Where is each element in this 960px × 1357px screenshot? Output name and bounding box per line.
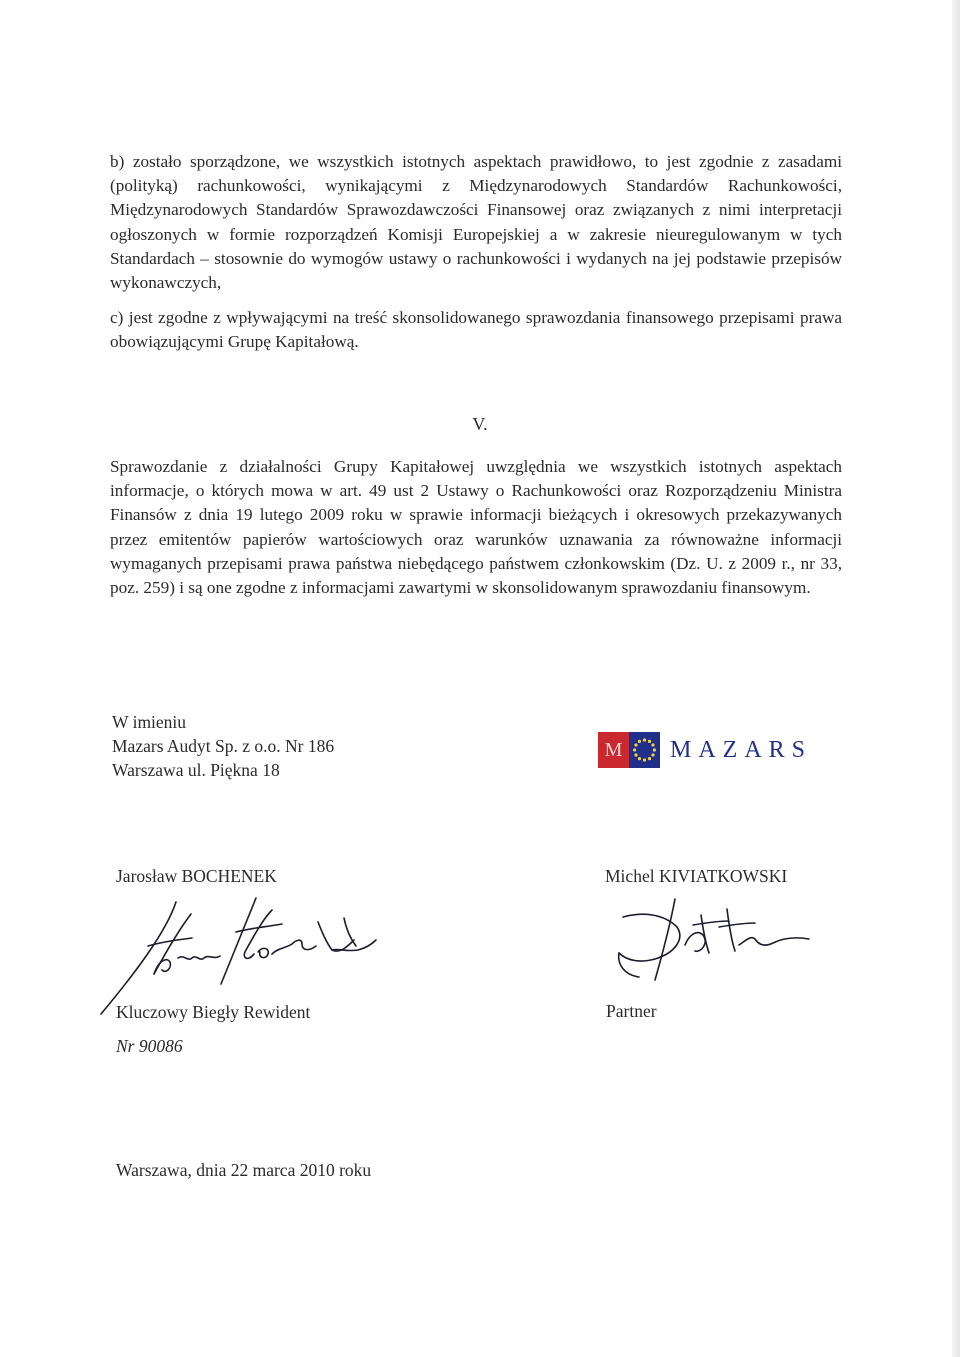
document-date: Warszawa, dnia 22 marca 2010 roku: [116, 1160, 372, 1180]
signatory-right-role: Partner: [606, 1001, 657, 1021]
section-v-heading: V.: [472, 414, 488, 434]
signatory-left-number: Nr 90086: [116, 1036, 183, 1056]
address-line-3: Warszawa ul. Piękna 18: [112, 760, 280, 780]
mazars-logo: [598, 732, 812, 768]
paragraph-c: c) jest zgodne z wpływającymi na treść skonsolidowanego sprawozdania finansowego przepisami prawa obowiązującymi Grupę Kapitałową.: [110, 308, 842, 352]
signatory-left-role: Kluczowy Biegły Rewident: [116, 1002, 311, 1022]
signature-right: [605, 895, 820, 990]
eu-stars-icon: [629, 732, 660, 768]
address-line-2: Mazars Audyt Sp. z o.o. Nr 186: [112, 736, 335, 756]
signatory-left-name: Jarosław BOCHENEK: [116, 866, 277, 886]
logo-m-letter: M: [598, 732, 629, 768]
mazars-logo-mark: [598, 732, 660, 768]
paragraph-v: Sprawozdanie z działalności Grupy Kapitałowej uwzględnia we wszystkich istotnych aspektach informacje, o których mowa w art. 49 ust 2 Ustawy o Rachunkowości oraz Rozporządzeniu Ministra Finansów z dnia 19 lutego 2009 roku w sprawie informacji bieżących i okresowych przekazywanych przez emitentów papierów wartościowych oraz warunków uznawania za równoważne informacji wymaganych przepisami prawa państwa niebędącego państwem członkowskim (Dz. U. z 2009 r., nr 33, poz. 259) i są one zgodne z informacjami zawartymi w skonsolidowanym sprawozdaniu finansowym.: [110, 457, 842, 598]
address-line-1: W imieniu: [112, 712, 187, 732]
mazars-wordmark: MAZARS: [670, 736, 813, 763]
page-edge-shadow: [952, 0, 960, 1357]
signatory-right-name: Michel KIVIATKOWSKI: [605, 866, 788, 886]
paragraph-b: b) zostało sporządzone, we wszystkich istotnych aspektach prawidłowo, to jest zgodnie z zasadami (polityką) rachunkowości, wynikającymi z Międzynarodowych Standardów Rachunkowości, Międzynarodowych Standardów Sprawozdawczości Finansowej oraz związanych z nimi interpretacji ogłoszonych w formie rozporządzeń Komisji Europejskiej a w zakresie nieuregulowanym w tych Standardach – stosownie do wymogów ustawy o rachunkowości i wydanych na jej podstawie przepisów wykonawczych,: [110, 152, 842, 293]
company-address: [112, 710, 334, 782]
